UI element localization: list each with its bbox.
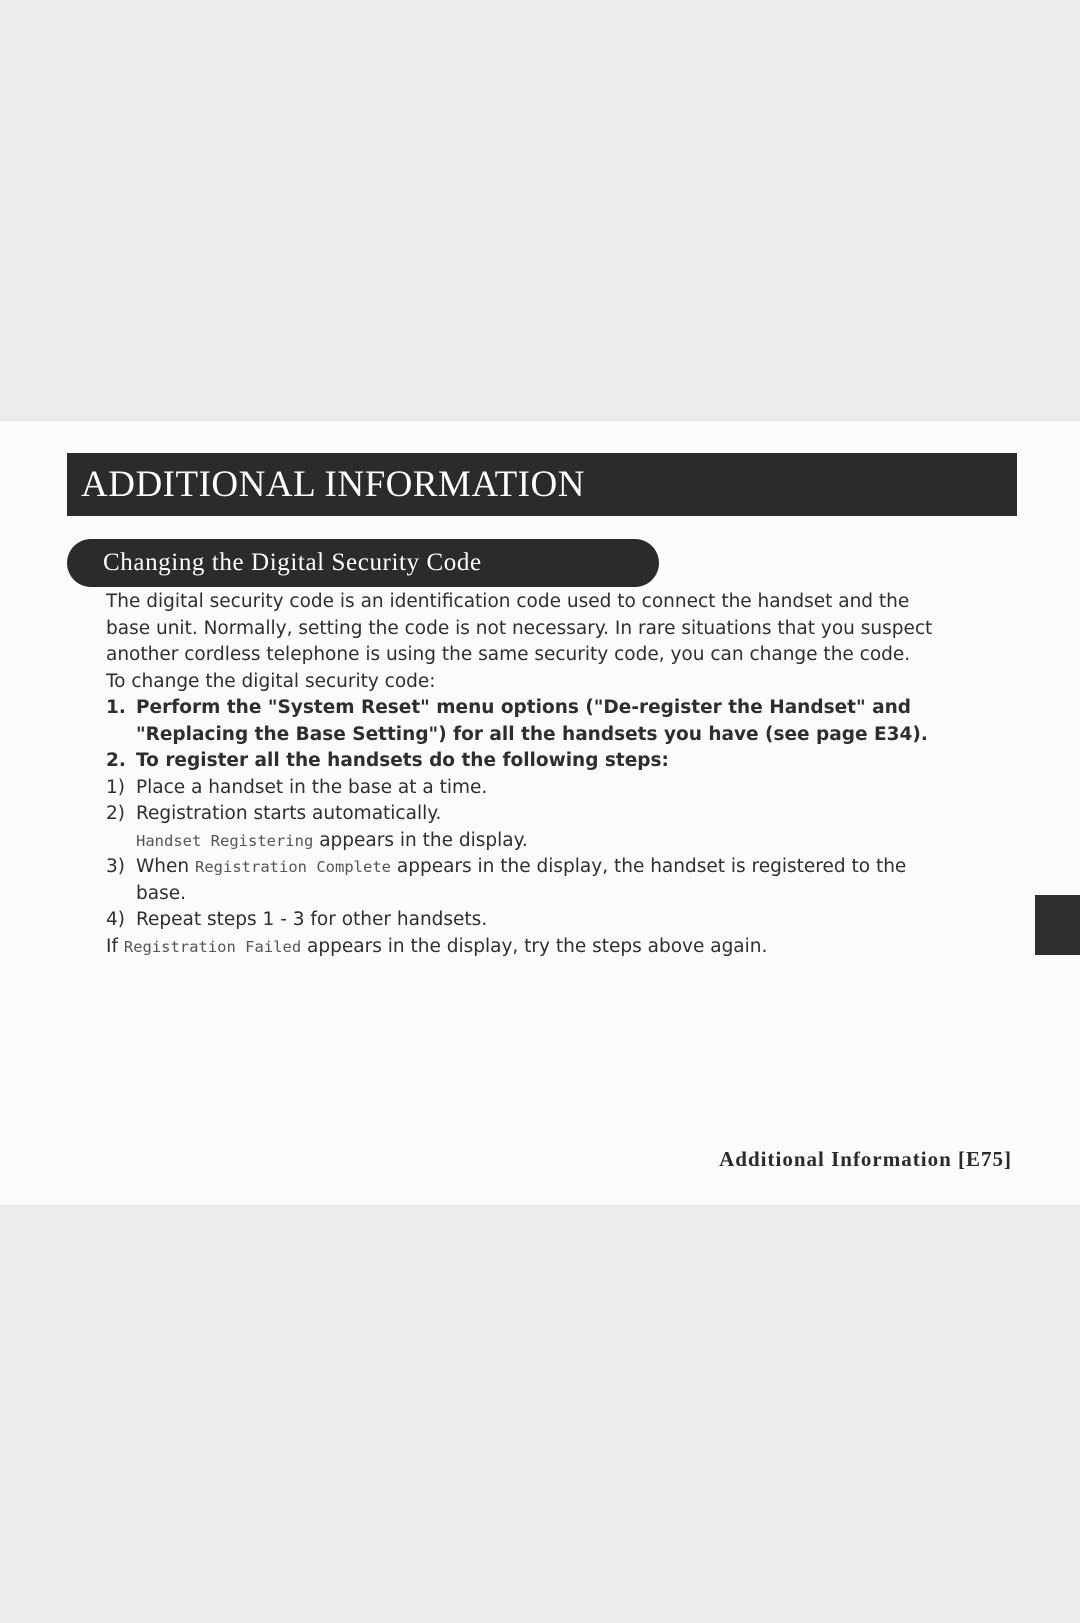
substep-3 <box>106 854 1016 907</box>
intro-line: another cordless telephone is using the same security code, you can change the code. <box>106 644 911 665</box>
manual-page <box>0 420 1080 1206</box>
section-title: Changing the Digital Security Code <box>67 539 659 587</box>
intro-line: The digital security code is an identification code used to connect the handset and the <box>106 591 910 612</box>
closing-text: If <box>106 935 124 957</box>
lcd-message: Handset Registering <box>136 831 314 850</box>
substep-text: Place a handset in the base at a time. <box>136 776 488 798</box>
lcd-message: Registration Complete <box>195 858 391 876</box>
substep-text: appears in the display, the handset is registered to the <box>390 856 907 877</box>
substep-text: When <box>136 856 196 877</box>
substep-text: Repeat steps 1 - 3 for other handsets. <box>136 909 488 930</box>
substep-text: Registration starts automatically. <box>136 803 442 824</box>
substep-2 <box>106 801 1016 828</box>
substep-number: 3) <box>106 856 125 877</box>
section-edge-tab <box>1035 895 1080 955</box>
lcd-message: Registration Failed <box>123 937 302 956</box>
step-2 <box>106 748 1016 775</box>
step-number: 2. <box>106 750 126 771</box>
body-text <box>106 589 1016 960</box>
page-footer: Additional Information [E75] <box>719 1147 1012 1171</box>
substep-number: 1) <box>106 776 125 798</box>
substep-text: base. <box>136 882 186 904</box>
page-header: ADDITIONAL INFORMATION <box>67 453 1017 516</box>
step-number: 1. <box>106 697 126 718</box>
substep-text: appears in the display. <box>313 829 528 851</box>
closing-note <box>106 934 1016 961</box>
intro-line: To change the digital security code: <box>106 670 436 692</box>
closing-text: appears in the display, try the steps above again. <box>301 935 768 957</box>
substep-2-display-note <box>106 828 1016 855</box>
substep-1 <box>106 775 1016 802</box>
step-1 <box>106 695 1016 748</box>
substep-4 <box>106 907 1016 934</box>
intro-line: base unit. Normally, setting the code is not necessary. In rare situations that you suspect <box>106 617 933 639</box>
step-text: To register all the handsets do the following steps: <box>136 750 669 771</box>
step-text: "Replacing the Base Setting") for all the handsets you have (see page E34). <box>136 723 928 745</box>
substep-number: 4) <box>106 909 125 930</box>
substep-number: 2) <box>106 803 125 824</box>
step-text: Perform the "System Reset" menu options ("De-register the Handset" and <box>136 697 911 718</box>
